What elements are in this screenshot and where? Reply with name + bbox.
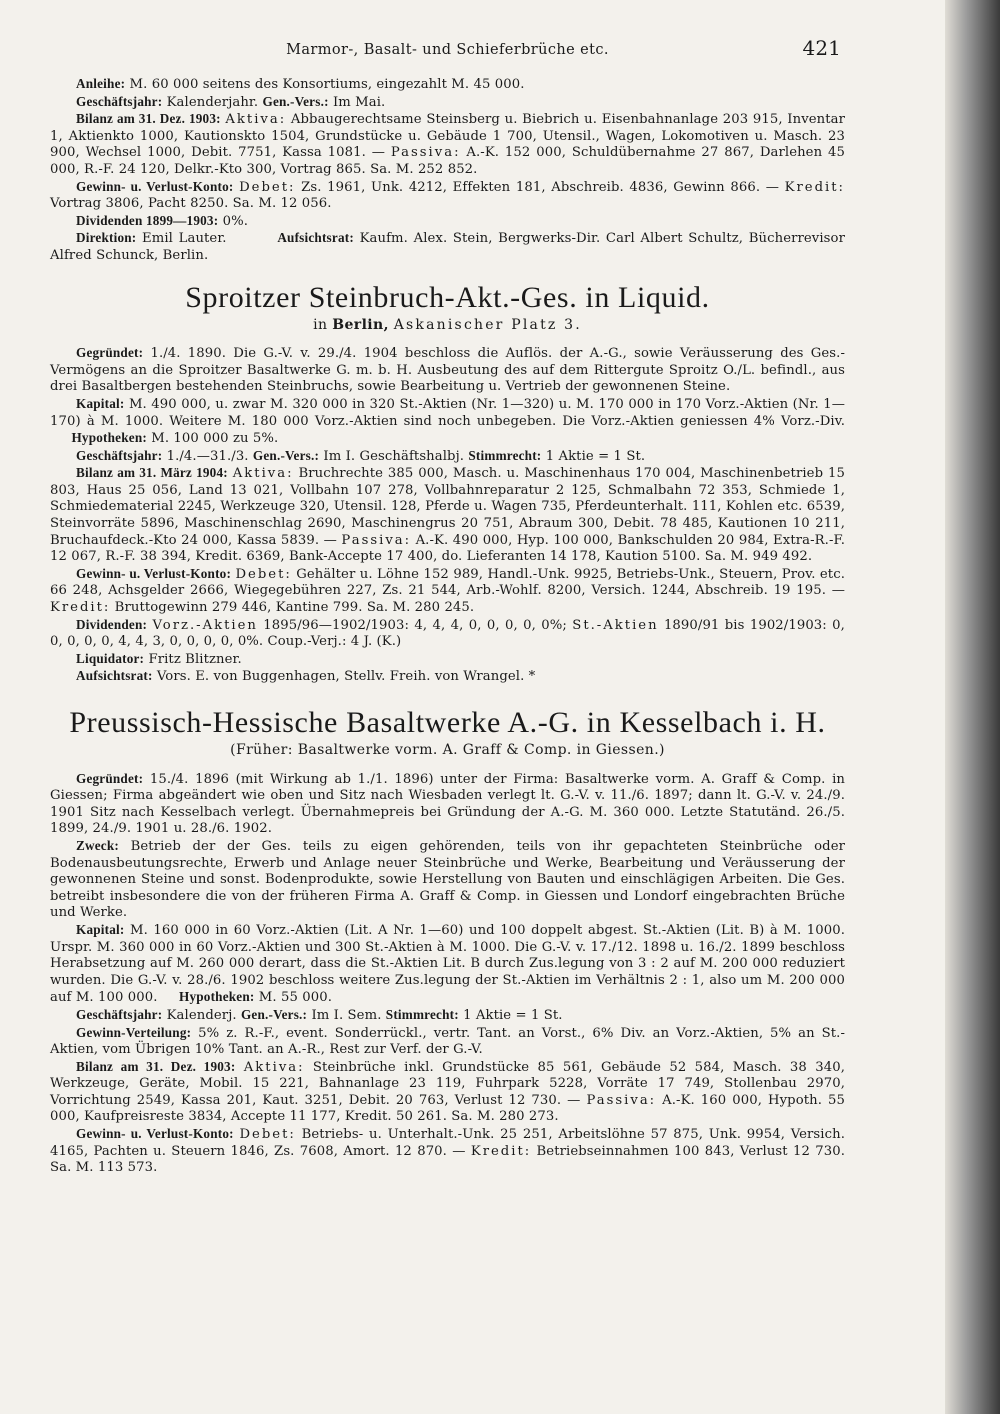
entry1-kapital: Kapital: M. 490 000, u. zwar M. 320 000 in 320 St.-Aktien (Nr. 1—320) u. M. 170 000 in 170 Vorz.-Aktien (Nr. 1—170) à M. 1000. Weitere M. 180 000 Vorz.-Aktien sind noch unbegeben. Die Vorz.-Aktien geniessen 4% Vorz.-Div. Hypotheken: M. 100 000 zu 5%. bbox=[50, 395, 845, 447]
entry2-gewinn-verlust: Gewinn- u. Verlust-Konto: Debet: Betriebs- u. Unterhalt.-Unk. 25 251, Arbeitslöhne 57 875, Unk. 9954, Versich. 4165, Pachten u. Steuern 1846, Zs. 7608, Amort. 12 870. — Kredit: Betriebseinnahmen 100 843, Verlust 12 730. Sa. M. 113 573. bbox=[50, 1126, 846, 1176]
page-edge-shadow bbox=[945, 0, 1000, 1414]
entry2-bilanz: Bilanz am 31. Dez. 1903: Aktiva: Steinbrüche inkl. Grundstücke 85 561, Gebäude 52 584, Masch. 38 340, Werkzeuge, Geräte, Mobil. 15 221, Bahnanlage 23 119, Fuhrpark 5228, Vorräte 17 749, Stollenbau 2970, Vorrichtung 2549, Kassa 201, Kaut. 3251, Debit. 20 763, Verlust 12 730. — Passiva: A.-K. 160 000, Hypoth. 55 000, Kaufpreisreste 3834, Accepte 11 177, Kredit. 50 261. Sa. M. 280 273. bbox=[50, 1058, 845, 1125]
prev-dividenden: Dividenden 1899—1903: 0%. bbox=[76, 212, 249, 229]
entry2-title: Preussisch-Hessische Basaltwerke A.-G. in Kesselbach i. H. bbox=[69, 706, 826, 739]
prev-direktion: Direktion: Emil Lauter. Aufsichtsrat: Kaufm. Alex. Stein, Bergwerks-Dir. Carl Albert Schultz, Bücherrevisor Alfred Schunck, Berlin. bbox=[50, 230, 845, 263]
prev-geschaeftsjahr: Geschäftsjahr: Kalenderjahr. Gen.-Vers.: Im Mai. bbox=[76, 93, 386, 110]
entry1-gegruendet: Gegründet: 1./4. 1890. Die G.-V. v. 29./4. 1904 beschloss die Auflös. der A.-G., sowie Veräusserung des Ges.-Vermögens an die Sproitzer Basaltwerke G. m. b. H. Ausbeutung des auf dem Rittergute Sproitz O./L. befindl., aus drei Basaltbergen bestehenden Steinbruchs, sowie Bearbeitung u. Vertrieb der gewonnenen Steine. bbox=[50, 345, 846, 395]
page-content bbox=[50, 38, 845, 1177]
entry1-gewinn-verlust: Gewinn- u. Verlust-Konto: Debet: Gehälter u. Löhne 152 989, Handl.-Unk. 9925, Betriebs-Unk., Steuern, Prov. etc. 66 248, Achsgelder 2666, Wiegegebühren 227, Zs. 21 544, Arb.-Wohlf. 8200, Versich. 1244, Abschreib. 19 195. — Kredit: Bruttogewinn 279 446, Kantine 799. Sa. M. 280 245. bbox=[50, 565, 845, 616]
entry1-liquidator: Liquidator: Fritz Blitzner. bbox=[76, 650, 242, 667]
entry2-zweck: Zweck: Betrieb der der Ges. teils zu eigen gehörenden, teils von ihr gepachteten Steinbrüche oder Bodenausbeutungsrechte, Erwerb und Anlage neuer Steinbrüche und Werke, Bearbeitung und Veräusserung der gewonnenen Steine und sonst. Bodenprodukte, sowie Herstellung von Bauten und einschlägigen Arbeiten. Die Ges. betreibt insbesondere die von der früheren Firma A. Graff & Comp. in Giessen und Londorf eingebrachten Brüche und Werke. bbox=[50, 837, 845, 921]
entry1-subheading: in Berlin, Askanischer Platz 3. bbox=[313, 316, 582, 333]
entry1-dividenden: Dividenden: Vorz.-Aktien 1895/96—1902/1903: 4, 4, 4, 0, 0, 0, 0, 0%; St.-Aktien 1890/91 bis 1902/1903: 0, 0, 0, 0, 0, 4, 4, 3, 0, 0, 0, 0, 0%. Coup.-Verj.: 4 J. (K.) bbox=[50, 616, 845, 650]
entry1-bilanz: Bilanz am 31. März 1904: Aktiva: Bruchrechte 385 000, Masch. u. Maschinenhaus 170 004, Maschinenbetrieb 15 803, Haus 25 056, Land 13 021, Vollbahn 107 278, Vollbahnreparatur 2 125, Schmalbahn 72 353, Schmiede 1, Schmiedematerial 2245, Werkzeuge 320, Utensil. 128, Pferde u. Wagen 735, Pferdeunterhalt. 111, Kohlen etc. 6539, Steinvorräte 5896, Maschinenschlag 2690, Maschinengrus 20 751, Abraum 300, Debit. 78 485, Kautionen 10 211, Bruchaufdeck.-Kto 24 000, Kassa 5839. — Passiva: A.-K. 490 000, Hyp. 100 000, Bankschulden 20 984, Extra-R.-F. 12 067, R.-F. 38 394, Kredit. 6369, Bank-Accepte 17 400, do. Lieferanten 14 178, Kaution 5100. Sa. M. 949 492. bbox=[50, 465, 846, 565]
entry2-gewinn-verteilung: Gewinn-Verteilung: 5% z. R.-F., event. Sonderrückl., vertr. Tant. an Vorst., 6% Div. an Vorz.-Aktien, 5% an St.-Aktien, vom Übrigen 10% Tant. an A.-R., Rest zur Verf. der G.-V. bbox=[50, 1024, 846, 1058]
running-head bbox=[50, 38, 845, 66]
prev-anleihe: Anleihe: M. 60 000 seitens des Konsortiums, eingezahlt M. 45 000. bbox=[76, 76, 525, 92]
page-number: 421 bbox=[802, 36, 841, 60]
entry2-kapital: Kapital: M. 160 000 in 60 Vorz.-Aktien (Lit. A Nr. 1—60) und 100 doppelt abgest. St.-Aktien (Lit. B) à M. 1000. Urspr. M. 360 000 in 60 Vorz.-Aktien und 300 St.-Aktien à M. 1000. Die G.-V. v. 17./12. 1898 u. 16./2. 1899 beschloss Herabsetzung auf M. 260 000 derart, dass die St.-Aktien Lit. B durch Zus.legung von 3 : 2 auf M. 200 000 reduziert wurden. Die G.-V. v. 28./6. 1902 beschloss weitere Zus.legung der St.-Aktien im Verhältnis 2 : 1, also um M. 200 000 auf M. 100 000. Hypotheken: M. 55 000. bbox=[50, 921, 845, 1006]
entry1-title: Sproitzer Steinbruch-Akt.-Ges. in Liquid. bbox=[185, 280, 710, 314]
entry2-gegruendet: Gegründet: 15./4. 1896 (mit Wirkung ab 1./1. 1896) unter der Firma: Basaltwerke vorm. A. Graff & Comp. in Giessen; Firma abgeändert wie oben und Sitz nach Wiesbaden verlegt lt. G.-V. v. 11./6. 1897; dann lt. G.-V. v. 24./9. 1901 Sitz nach Kesselbach verlegt. Übernahmepreis bei Gründung der A.-G. M. 360 000. Letzte Statutänd. 26./5. 1899, 24./9. 1901 u. 28./6. 1902. bbox=[50, 770, 845, 837]
entry2-subtitle: (Früher: Basaltwerke vorm. A. Graff & Comp. in Giessen.) bbox=[230, 742, 665, 758]
running-head-title: Marmor-, Basalt- und Schieferbrüche etc. bbox=[286, 42, 609, 58]
entry1-aufsichtsrat: Aufsichtsrat: Vors. E. von Buggenhagen, Stellv. Freih. von Wrangel. * bbox=[76, 668, 536, 685]
entry1-geschaeftsjahr: Geschäftsjahr: 1./4.—31./3. Gen.-Vers.: Im I. Geschäftshalbj. Stimmrecht: 1 Aktie = 1 St. bbox=[76, 447, 646, 464]
prev-bilanz: Bilanz am 31. Dez. 1903: Aktiva: Abbaugerechtsame Steinsberg u. Biebrich u. Eisenbahnanlage 203 915, Inventar 1, Aktienkto 1000, Kautionskto 1504, Grundstücke u. Gebäude 1 700, Utensil., Wagen, Lokomotiven u. Masch. 23 900, Wechsel 1000, Debit. 7751, Kassa 1081. — Passiva: A.-K. 152 000, Schuldübernahme 27 867, Darlehen 45 000, R.-F. 24 120, Delkr.-Kto 300, Vortrag 865. Sa. M. 252 852. bbox=[50, 111, 846, 177]
prev-gewinn-verlust: Gewinn- u. Verlust-Konto: Debet: Zs. 1961, Unk. 4212, Effekten 181, Abschreib. 4836, Gewinn 866. — Kredit: Vortrag 3806, Pacht 8250. Sa. M. 12 056. bbox=[50, 178, 846, 212]
entry2-geschaeftsjahr: Geschäftsjahr: Kalenderj. Gen.-Vers.: Im I. Sem. Stimmrecht: 1 Aktie = 1 St. bbox=[76, 1006, 563, 1023]
